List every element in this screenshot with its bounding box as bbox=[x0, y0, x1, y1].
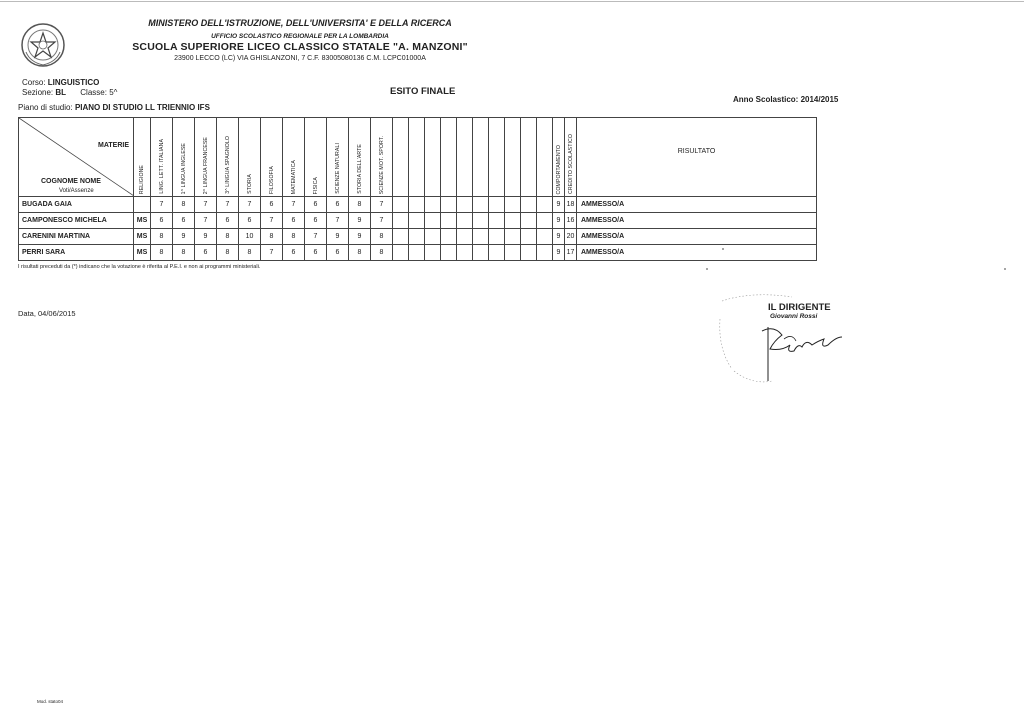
empty-cell bbox=[505, 245, 521, 261]
empty-cell bbox=[409, 213, 425, 229]
piano-line bbox=[18, 103, 210, 112]
empty-subject-header bbox=[489, 118, 505, 197]
piano-value: PIANO DI STUDIO LL TRIENNIO IFS bbox=[74, 103, 210, 112]
grade-cell: 7 bbox=[195, 213, 217, 229]
subject-header bbox=[553, 118, 565, 197]
empty-cell bbox=[505, 213, 521, 229]
empty-cell bbox=[473, 245, 489, 261]
risultato-label: RISULTATO bbox=[677, 148, 716, 155]
sezione-line bbox=[22, 88, 117, 97]
empty-cell bbox=[393, 245, 409, 261]
subject-label: FILOSOFIA bbox=[268, 166, 275, 194]
empty-cell bbox=[521, 245, 537, 261]
empty-cell bbox=[457, 229, 473, 245]
empty-subject-header bbox=[473, 118, 489, 197]
corso-label: Corso: bbox=[22, 78, 46, 87]
empty-cell bbox=[505, 197, 521, 213]
grade-cell: 6 bbox=[151, 213, 173, 229]
empty-cell bbox=[489, 197, 505, 213]
cognome-label: COGNOME NOME bbox=[41, 178, 101, 185]
empty-cell bbox=[441, 229, 457, 245]
empty-cell bbox=[409, 245, 425, 261]
subject-label: 2^ LINGUA FRANCESE bbox=[202, 136, 209, 194]
risultato-cell: AMMESSO/A bbox=[577, 213, 817, 229]
grade-cell: 7 bbox=[371, 197, 393, 213]
empty-cell bbox=[505, 229, 521, 245]
sezione-label: Sezione: bbox=[22, 88, 54, 97]
scan-speck bbox=[706, 268, 708, 270]
grade-cell: 8 bbox=[349, 245, 371, 261]
subject-label: STORIA DELL'ARTE bbox=[356, 144, 363, 194]
empty-cell bbox=[537, 245, 553, 261]
risultato-header bbox=[577, 118, 817, 197]
empty-subject-header bbox=[393, 118, 409, 197]
empty-cell bbox=[537, 197, 553, 213]
school-year: Anno Scolastico: 2014/2015 bbox=[733, 95, 839, 104]
footnote: I risultati preceduti da (*) indicano che la votazione è riferita al P.E.I. e non ai programmi ministeriali. bbox=[18, 264, 261, 270]
grade-cell: 7 bbox=[261, 213, 283, 229]
empty-cell bbox=[393, 229, 409, 245]
header-diagonal-cell bbox=[19, 118, 134, 197]
office-subtitle: UFFICIO SCOLASTICO REGIONALE PER LA LOMBARDIA bbox=[211, 33, 389, 40]
grade-cell: 8 bbox=[151, 229, 173, 245]
grade-cell: 8 bbox=[239, 245, 261, 261]
corso-value: LINGUISTICO bbox=[47, 78, 100, 87]
scan-speck bbox=[722, 248, 724, 250]
empty-cell bbox=[425, 197, 441, 213]
empty-cell bbox=[473, 213, 489, 229]
grade-cell: 8 bbox=[371, 245, 393, 261]
empty-cell bbox=[393, 197, 409, 213]
comportamento-cell: 9 bbox=[553, 213, 565, 229]
empty-subject-header bbox=[521, 118, 537, 197]
empty-cell bbox=[441, 197, 457, 213]
subject-label: MATEMATICA bbox=[290, 159, 297, 194]
credito-cell: 17 bbox=[565, 245, 577, 261]
grade-cell: 6 bbox=[217, 213, 239, 229]
grade-cell: 6 bbox=[195, 245, 217, 261]
subject-label: CREDITO SCOLASTICO bbox=[567, 134, 574, 194]
republic-emblem-icon bbox=[20, 22, 66, 68]
religione-cell: MS bbox=[134, 213, 151, 229]
empty-cell bbox=[489, 213, 505, 229]
empty-cell bbox=[441, 213, 457, 229]
subject-header bbox=[371, 118, 393, 197]
subject-label: STORIA bbox=[246, 174, 253, 194]
subject-header bbox=[327, 118, 349, 197]
empty-cell bbox=[537, 229, 553, 245]
credito-cell: 16 bbox=[565, 213, 577, 229]
grade-cell: 9 bbox=[327, 229, 349, 245]
grade-cell: 6 bbox=[239, 213, 261, 229]
student-name: CAMPONESCO MICHELA bbox=[19, 213, 134, 229]
voti-label: Voti/Assenze bbox=[59, 188, 94, 194]
empty-cell bbox=[441, 245, 457, 261]
grade-cell: 9 bbox=[195, 229, 217, 245]
grade-cell: 8 bbox=[151, 245, 173, 261]
top-border-line bbox=[0, 1, 1024, 2]
risultato-cell: AMMESSO/A bbox=[577, 197, 817, 213]
grade-cell: 8 bbox=[371, 229, 393, 245]
empty-subject-header bbox=[537, 118, 553, 197]
signature-title: IL DIRIGENTE bbox=[768, 302, 831, 313]
empty-subject-header bbox=[409, 118, 425, 197]
empty-cell bbox=[537, 213, 553, 229]
subject-label: 1^ LINGUA INGLESE bbox=[180, 142, 187, 194]
subject-header bbox=[565, 118, 577, 197]
comportamento-cell: 9 bbox=[553, 197, 565, 213]
grade-cell: 8 bbox=[349, 197, 371, 213]
signature-name: Giovanni Rossi bbox=[770, 313, 818, 320]
student-name: CARENINI MARTINA bbox=[19, 229, 134, 245]
grade-cell: 8 bbox=[261, 229, 283, 245]
document-code: Mod. stato04 bbox=[37, 699, 64, 704]
grade-cell: 8 bbox=[217, 245, 239, 261]
subject-header bbox=[261, 118, 283, 197]
grade-cell: 7 bbox=[151, 197, 173, 213]
grade-cell: 7 bbox=[327, 213, 349, 229]
subject-header bbox=[195, 118, 217, 197]
table-row bbox=[19, 229, 817, 245]
document-date: Data, 04/06/2015 bbox=[18, 309, 76, 318]
classe-value: 5^ bbox=[109, 88, 118, 97]
subject-label: SCIENZE MOT. SPORT. bbox=[378, 135, 385, 194]
empty-cell bbox=[409, 229, 425, 245]
comportamento-cell: 9 bbox=[553, 229, 565, 245]
empty-subject-header bbox=[505, 118, 521, 197]
empty-cell bbox=[425, 213, 441, 229]
subject-header bbox=[134, 118, 151, 197]
empty-subject-header bbox=[457, 118, 473, 197]
grade-cell: 6 bbox=[327, 245, 349, 261]
risultato-cell: AMMESSO/A bbox=[577, 229, 817, 245]
grade-cell: 6 bbox=[173, 213, 195, 229]
empty-cell bbox=[425, 245, 441, 261]
table-header-row bbox=[19, 118, 817, 197]
empty-cell bbox=[457, 245, 473, 261]
grade-cell: 6 bbox=[327, 197, 349, 213]
grade-cell: 7 bbox=[305, 229, 327, 245]
subject-header bbox=[239, 118, 261, 197]
grade-cell: 8 bbox=[173, 245, 195, 261]
corso-line bbox=[22, 78, 99, 87]
grade-cell: 6 bbox=[283, 213, 305, 229]
empty-cell bbox=[457, 213, 473, 229]
risultato-cell: AMMESSO/A bbox=[577, 245, 817, 261]
subject-header bbox=[283, 118, 305, 197]
subject-label: FISICA bbox=[312, 176, 319, 194]
sezione-value: BL bbox=[55, 88, 67, 97]
empty-cell bbox=[473, 229, 489, 245]
empty-cell bbox=[457, 197, 473, 213]
student-name: PERRI SARA bbox=[19, 245, 134, 261]
subject-header bbox=[151, 118, 173, 197]
materie-label: MATERIE bbox=[98, 142, 129, 149]
grade-cell: 6 bbox=[305, 197, 327, 213]
piano-label: Piano di studio: bbox=[18, 103, 73, 112]
grades-table bbox=[18, 117, 817, 261]
subject-label: RELIGIONE bbox=[139, 164, 145, 194]
grade-cell: 9 bbox=[349, 213, 371, 229]
empty-cell bbox=[521, 197, 537, 213]
grade-cell: 7 bbox=[217, 197, 239, 213]
religione-cell: MS bbox=[134, 245, 151, 261]
empty-cell bbox=[489, 245, 505, 261]
grade-cell: 9 bbox=[349, 229, 371, 245]
empty-cell bbox=[473, 197, 489, 213]
comportamento-cell: 9 bbox=[553, 245, 565, 261]
empty-cell bbox=[409, 197, 425, 213]
grade-cell: 6 bbox=[283, 245, 305, 261]
subject-label: LING. LETT. ITALIANA bbox=[158, 139, 165, 194]
classe-label: Classe: bbox=[80, 88, 107, 97]
grade-cell: 6 bbox=[305, 213, 327, 229]
empty-cell bbox=[521, 213, 537, 229]
grade-cell: 8 bbox=[283, 229, 305, 245]
subject-label: COMPORTAMENTO bbox=[555, 144, 562, 194]
subject-header bbox=[217, 118, 239, 197]
table-row bbox=[19, 245, 817, 261]
student-name: BUGADA GAIA bbox=[19, 197, 134, 213]
table-row bbox=[19, 197, 817, 213]
grade-cell: 9 bbox=[173, 229, 195, 245]
grade-cell: 10 bbox=[239, 229, 261, 245]
grade-cell: 7 bbox=[261, 245, 283, 261]
grade-cell: 7 bbox=[239, 197, 261, 213]
grade-cell: 8 bbox=[217, 229, 239, 245]
credito-cell: 20 bbox=[565, 229, 577, 245]
grade-cell: 6 bbox=[261, 197, 283, 213]
grade-cell: 7 bbox=[371, 213, 393, 229]
empty-subject-header bbox=[441, 118, 457, 197]
subject-label: SCIENZE NATURALI bbox=[334, 143, 341, 194]
table-row bbox=[19, 213, 817, 229]
religione-cell: MS bbox=[134, 229, 151, 245]
empty-cell bbox=[393, 213, 409, 229]
document-title: ESITO FINALE bbox=[390, 86, 456, 97]
grade-cell: 6 bbox=[305, 245, 327, 261]
scan-speck bbox=[1004, 268, 1006, 270]
empty-subject-header bbox=[425, 118, 441, 197]
religione-cell bbox=[134, 197, 151, 213]
grade-cell: 7 bbox=[195, 197, 217, 213]
subject-header bbox=[349, 118, 371, 197]
subject-header bbox=[305, 118, 327, 197]
subject-label: 3^ LINGUA SPAGNOLO bbox=[224, 136, 231, 194]
empty-cell bbox=[521, 229, 537, 245]
credito-cell: 18 bbox=[565, 197, 577, 213]
ministry-title: MINISTERO DELL'ISTRUZIONE, DELL'UNIVERSITA' E DELLA RICERCA bbox=[148, 18, 452, 28]
empty-cell bbox=[489, 229, 505, 245]
subject-header bbox=[173, 118, 195, 197]
grade-cell: 7 bbox=[283, 197, 305, 213]
school-name: SCUOLA SUPERIORE LICEO CLASSICO STATALE "A. MANZONI" bbox=[132, 41, 468, 53]
empty-cell bbox=[425, 229, 441, 245]
grade-cell: 8 bbox=[173, 197, 195, 213]
school-address: 23900 LECCO (LC) VIA GHISLANZONI, 7 C.F. 83005080136 C.M. LCPC01000A bbox=[174, 55, 426, 62]
